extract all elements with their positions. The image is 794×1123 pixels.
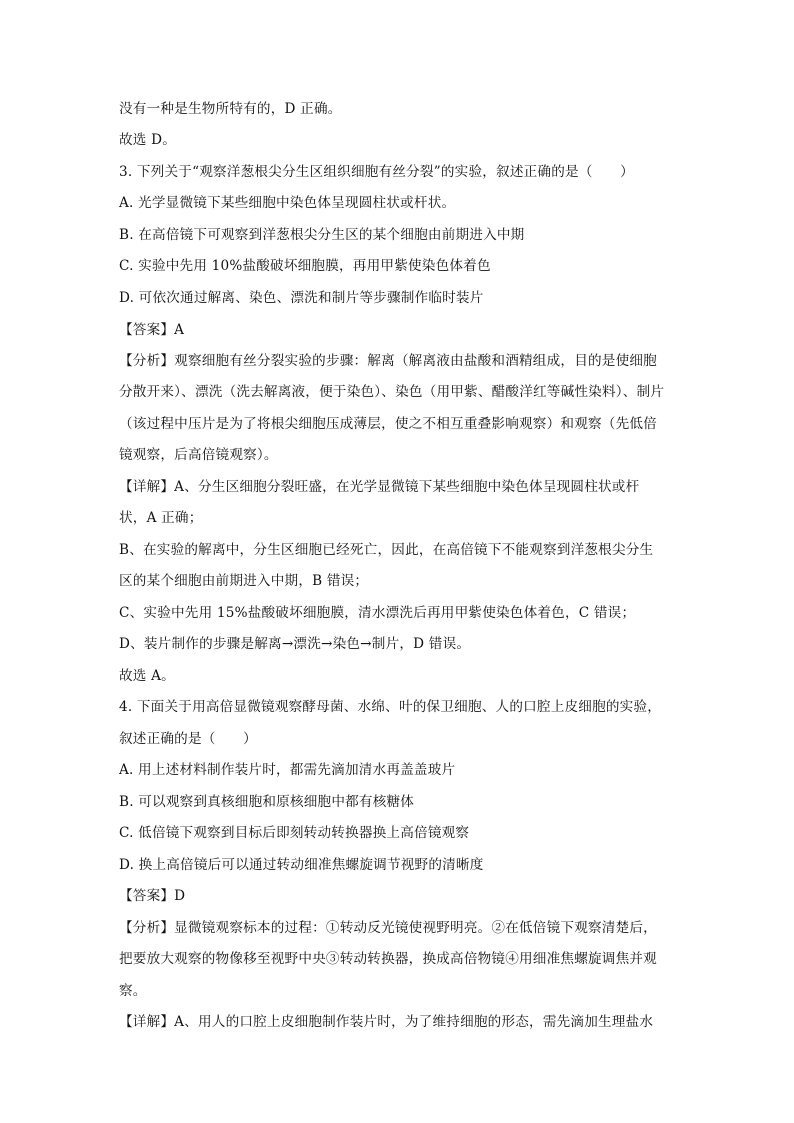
question-3-detail-3: B、在实验的解离中，分生区细胞已经死亡，因此，在高倍镜下不能观察到洋葱根尖分生 <box>119 542 654 558</box>
question-3-option-b: B. 在高倍镜下可观察到洋葱根尖分生区的某个细胞由前期进入中期 <box>119 227 525 243</box>
question-4-analysis-1: 【分析】显微镜观察标本的过程：①转动反光镜使视野明亮。②在低倍镜下观察清楚后， <box>119 920 657 936</box>
question-3-analysis-2: 分散开来）、漂洗（洗去解离液，便于染色）、染色（用甲紫、醋酸洋红等碱性染料）、制片 <box>119 384 665 400</box>
question-3-analysis-1: 【分析】观察细胞有丝分裂实验的步骤：解离（解离液由盐酸和酒精组成，目的是使细胞 <box>119 353 657 369</box>
question-3-option-a: A. 光学显微镜下某些细胞中染色体呈现圆柱状或杆状。 <box>119 195 456 211</box>
question-3-stem: 3. 下列关于“观察洋葱根尖分生区组织细胞有丝分裂”的实验，叙述正确的是（ ） <box>119 164 634 180</box>
question-4-option-c: C. 低倍镜下观察到目标后即刻转动转换器换上高倍镜观察 <box>119 825 470 841</box>
question-3-conclusion: 故选 A。 <box>119 668 175 684</box>
question-4-option-a: A. 用上述材料制作装片时，都需先滴加清水再盖盖玻片 <box>119 762 456 778</box>
question-4-detail-1: 【详解】A、用人的口腔上皮细胞制作装片时，为了维持细胞的形态，需先滴加生理盐水 <box>119 1014 654 1030</box>
question-3-answer: 【答案】A <box>119 322 185 338</box>
question-4-answer: 【答案】D <box>119 888 186 904</box>
question-4-stem-1: 4. 下面关于用高倍显微镜观察酵母菌、水绵、叶的保卫细胞、人的口腔上皮细胞的实验， <box>119 699 662 715</box>
question-3-option-c: C. 实验中先用 10%盐酸破坏细胞膜，再用甲紫使染色体着色 <box>119 258 491 274</box>
question-3-detail-5: C、实验中先用 15%盐酸破坏细胞膜，清水漂洗后再用甲紫使染色体着色，C 错误； <box>119 605 636 621</box>
question-3-detail-2: 状，A 正确； <box>119 510 203 526</box>
question-3-detail-6: D、装片制作的步骤是解离→漂洗→染色→制片，D 错误。 <box>119 636 471 652</box>
question-3-option-d: D. 可依次通过解离、染色、漂洗和制片等步骤制作临时装片 <box>119 290 484 306</box>
question-4-option-b: B. 可以观察到真核细胞和原核细胞中都有核糖体 <box>119 794 415 810</box>
question-4-stem-2: 叙述正确的是（ ） <box>119 731 257 747</box>
question-3-detail-4: 区的某个细胞由前期进入中期，B 错误； <box>119 573 369 589</box>
question-3-analysis-4: 镜观察，后高倍镜观察）。 <box>119 447 278 463</box>
question-4-option-d: D. 换上高倍镜后可以通过转动细准焦螺旋调节视野的清晰度 <box>119 857 484 873</box>
question-4-analysis-3: 察。 <box>119 983 147 999</box>
question-4-analysis-2: 把要放大观察的物像移至视野中央③转动转换器，换成高倍物镜④用细准焦螺旋调焦并观 <box>119 951 657 967</box>
text-line-2: 故选 D。 <box>119 132 177 148</box>
question-3-detail-1: 【详解】A、分生区细胞分裂旺盛，在光学显微镜下某些细胞中染色体呈现圆柱状或杆 <box>119 479 640 495</box>
text-line-1: 没有一种是生物所特有的，D 正确。 <box>119 101 342 117</box>
question-3-analysis-3: （该过程中压片是为了将根尖细胞压成薄层，使之不相互重叠影响观察）和观察（先低倍 <box>119 416 657 432</box>
